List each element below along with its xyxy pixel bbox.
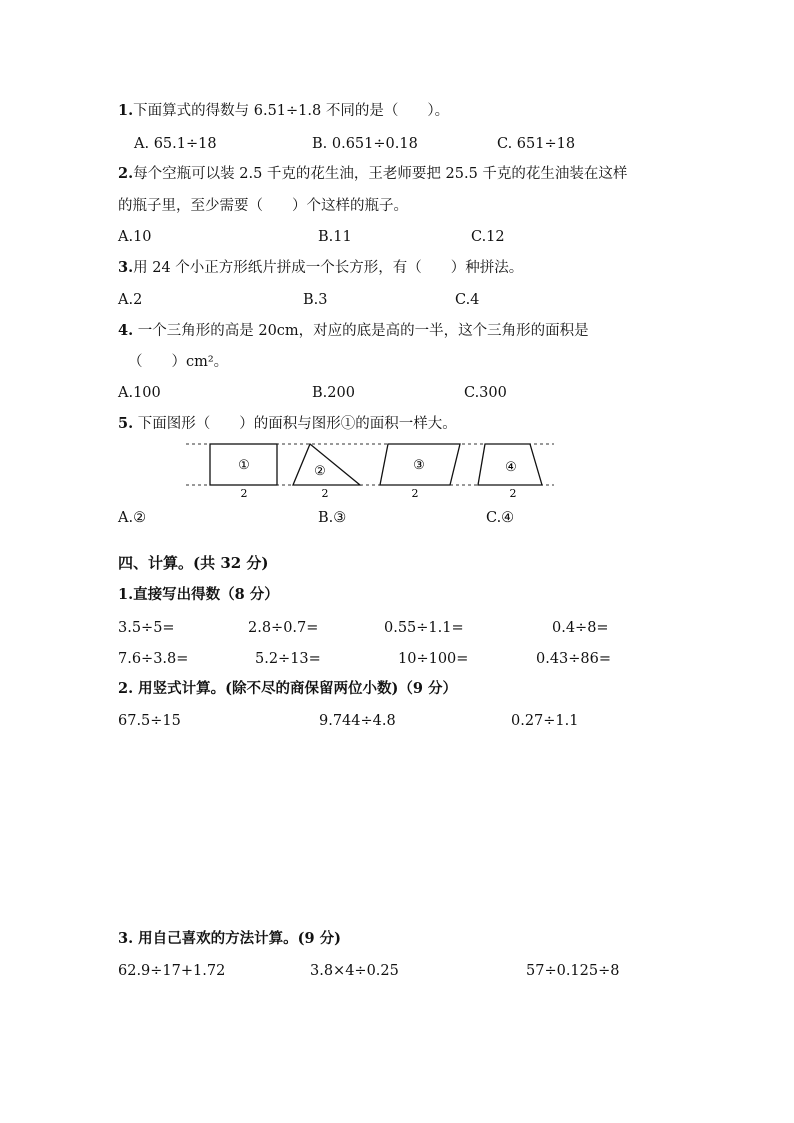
- figure-2-label: ②: [314, 464, 326, 479]
- q1-option-b: B. 0.651÷0.18: [312, 136, 418, 152]
- q3-option-a: A.2: [118, 292, 143, 308]
- q4-option-c: C.300: [464, 385, 507, 401]
- calc1-item-3: 0.55÷1.1=: [384, 620, 464, 636]
- calc1-item-2: 2.8÷0.7=: [248, 620, 319, 636]
- q3-option-b: B.3: [303, 292, 328, 308]
- calc2-item-2: 9.744÷4.8: [319, 713, 396, 729]
- figure-4-base: 2: [509, 487, 517, 500]
- q2-text-line1: 每个空瓶可以装 2.5 千克的花生油，王老师要把 25.5 千克的花生油装在这样: [133, 166, 628, 182]
- q4-option-b: B.200: [312, 385, 355, 401]
- q1-stem: [118, 101, 449, 121]
- q1-text: 下面算式的得数与 6.51÷1.8 不同的是（ ）。: [133, 103, 450, 119]
- calc2-item-1: 67.5÷15: [118, 713, 181, 729]
- q5-option-a: A.②: [118, 510, 147, 526]
- figure-3-base: 2: [411, 487, 419, 500]
- q5-number: 5.: [118, 415, 134, 432]
- q3-number: 3.: [118, 259, 134, 276]
- section-4-title: 四、计算。(共 32 分): [118, 554, 269, 572]
- q1-option-a: A. 65.1÷18: [134, 136, 217, 152]
- q2-option-c: C.12: [471, 229, 505, 245]
- figure-3-label: ③: [413, 458, 425, 473]
- calc1-item-7: 10÷100=: [398, 651, 469, 667]
- q2-option-a: A.10: [118, 229, 152, 245]
- calc1-item-6: 5.2÷13=: [255, 651, 321, 667]
- q4-text-line1: 一个三角形的高是 20cm，对应的底是高的一半，这个三角形的面积是: [133, 323, 589, 339]
- calc2-title: 2. 用竖式计算。(除不尽的商保留两位小数)（9 分）: [118, 680, 458, 697]
- q3-text: 用 24 个小正方形纸片拼成一个长方形，有（ ）种拼法。: [133, 260, 524, 276]
- figure-1-base: 2: [240, 487, 248, 500]
- calc3-item-3: 57÷0.125÷8: [526, 963, 620, 979]
- q4-stem-line1: [118, 321, 589, 341]
- q5-figures-diagram: [180, 438, 560, 500]
- calc1-item-8: 0.43÷86=: [536, 651, 612, 667]
- q2-text-line2: 的瓶子里，至少需要（ ）个这样的瓶子。: [118, 198, 408, 214]
- q1-number: 1.: [118, 102, 134, 119]
- calc1-title: 1.直接写出得数（8 分）: [118, 586, 279, 603]
- q2-stem-line1: [118, 164, 627, 184]
- calc3-item-1: 62.9÷17+1.72: [118, 963, 226, 979]
- q5-option-b: B.③: [318, 510, 347, 526]
- figure-1-label: ①: [238, 458, 250, 473]
- q3-stem: [118, 258, 523, 278]
- q5-text: 下面图形（ ）的面积与图形①的面积一样大。: [133, 416, 457, 432]
- figure-2-triangle: [293, 444, 360, 485]
- figure-2-base: 2: [321, 487, 329, 500]
- q5-option-c: C.④: [486, 510, 515, 526]
- q5-stem: [118, 414, 457, 434]
- calc1-item-1: 3.5÷5=: [118, 620, 175, 636]
- q1-option-c: C. 651÷18: [497, 136, 576, 152]
- q4-number: 4.: [118, 322, 134, 339]
- calc3-title: 3. 用自己喜欢的方法计算。(9 分): [118, 930, 342, 947]
- q4-text-line2: （ ）cm²。: [128, 354, 229, 370]
- q2-option-b: B.11: [318, 229, 352, 245]
- q2-number: 2.: [118, 165, 134, 182]
- calc1-item-5: 7.6÷3.8=: [118, 651, 189, 667]
- figure-4-label: ④: [505, 460, 517, 475]
- calc2-item-3: 0.27÷1.1: [511, 713, 579, 729]
- q4-option-a: A.100: [118, 385, 161, 401]
- q3-option-c: C.4: [455, 292, 480, 308]
- calc1-item-4: 0.4÷8=: [552, 620, 609, 636]
- calc3-item-2: 3.8×4÷0.25: [310, 963, 399, 979]
